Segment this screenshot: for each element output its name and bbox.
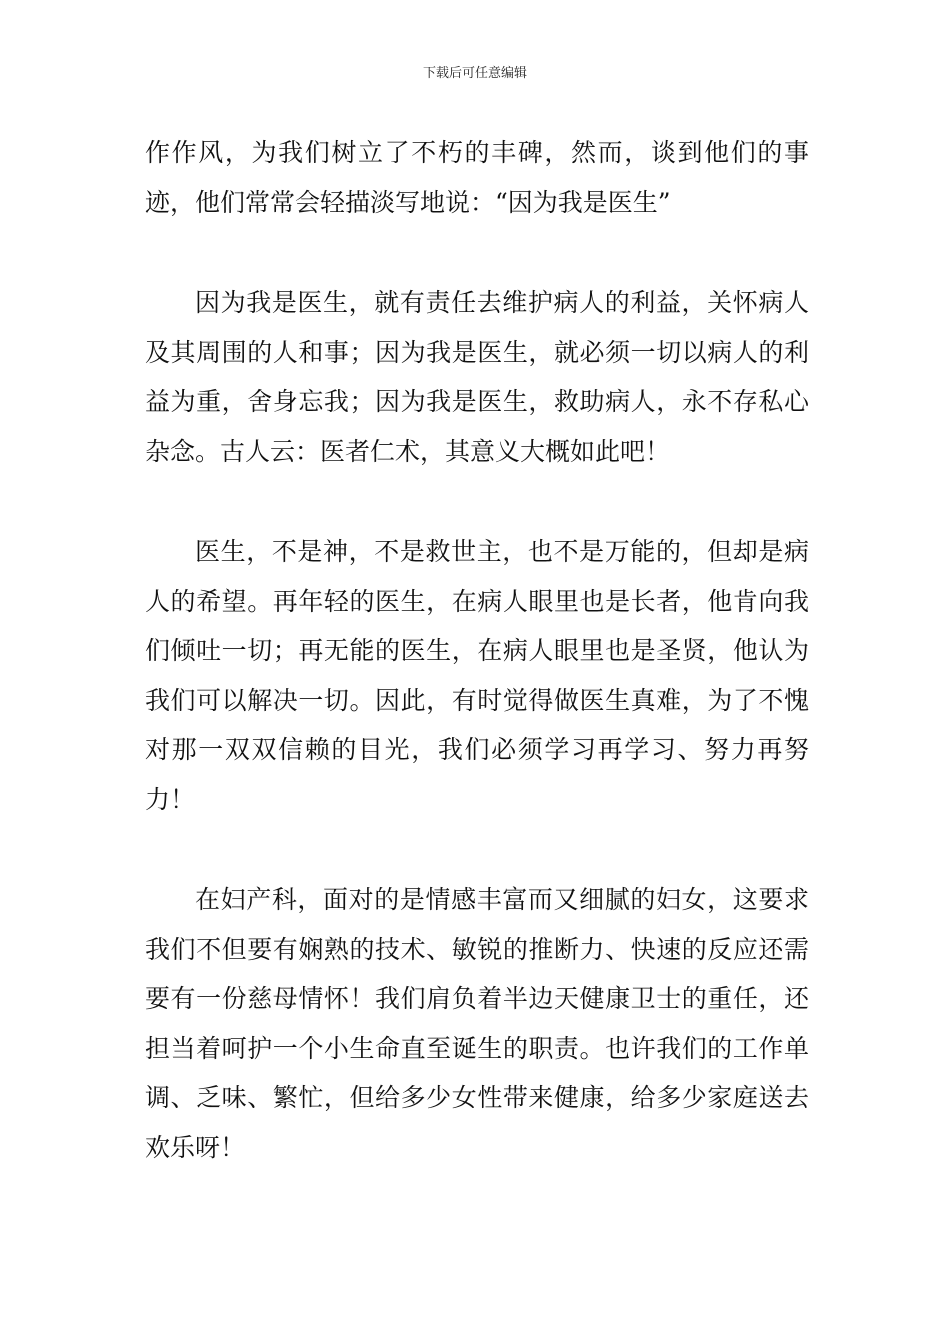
- download-note: 下载后可任意编辑: [422, 66, 527, 81]
- paragraph-2: 因为我是医生，就有责任去维护病人的利益，关怀病人及其周围的人和事；因为我是医生，就必须一切以病人的利益为重，舍身忘我；因为我是医生，救助病人，永不存私心杂念。古人云：医者仁术，其意义大概如此吧！: [145, 288, 809, 466]
- paragraph-4: 在妇产科，面对的是情感丰富而又细腻的妇女，这要求我们不但要有娴熟的技术、敏锐的推断力、快速的反应还需要有一份慈母情怀！我们肩负着半边天健康卫士的重任，还担当着呵护一个小生命直至诞生的职责。也许我们的工作单调、乏味、繁忙，但给多少女性带来健康，给多少家庭送去欢乐呀！: [145, 885, 809, 1162]
- paragraph-3: 医生，不是神，不是救世主，也不是万能的，但却是病人的希望。再年轻的医生，在病人眼里也是长者，他肯向我们倾吐一切；再无能的医生，在病人眼里也是圣贤，他认为我们可以解决一切。因此，有时觉得做医生真难，为了不愧对那一双双信赖的目光，我们必须学习再学习、努力再努力！: [145, 537, 809, 814]
- paragraph-1: 作作风，为我们树立了不朽的丰碑，然而，谈到他们的事迹，他们常常会轻描淡写地说：“因为我是医生”: [145, 138, 809, 217]
- document-body: [145, 128, 809, 1172]
